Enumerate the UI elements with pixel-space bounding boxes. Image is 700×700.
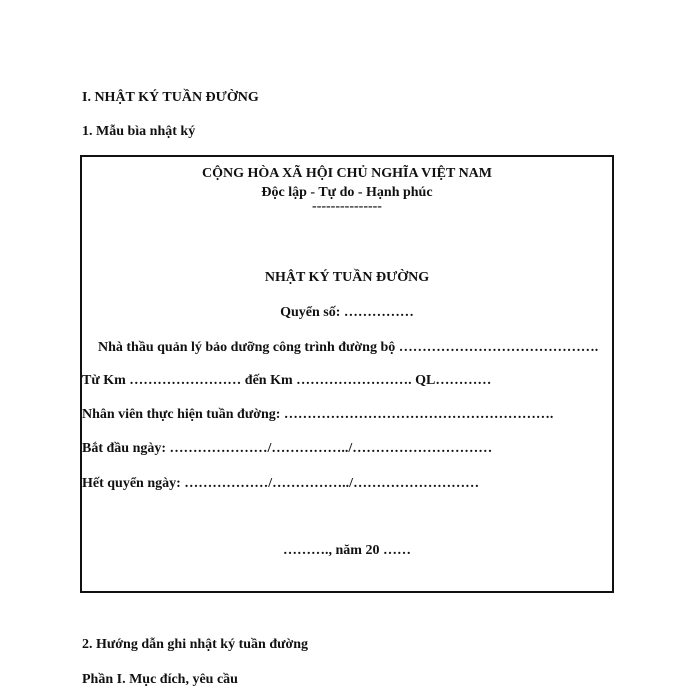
cover-separator: --------------- <box>312 199 382 214</box>
guide-title: 2. Hướng dẫn ghi nhật ký tuần đường <box>82 637 309 652</box>
cover-staff: Nhân viên thực hiện tuần đường: …………………………………………………. <box>82 407 554 422</box>
cover-end-date: Hết quyển ngày: ………………/……………../……………………… <box>82 476 480 491</box>
part-title: Phần I. Mục đích, yêu cầu <box>82 672 238 687</box>
cover-start-date: Bắt đầu ngày: …………………/……………../………………………… <box>82 441 493 456</box>
cover-km-range: Từ Km …………………… đến Km ……………………. QL………… <box>82 373 492 388</box>
cover-motto-line1: CỘNG HÒA XÃ HỘI CHỦ NGHĨA VIỆT NAM <box>201 166 492 181</box>
section-title: I. NHẬT KÝ TUẦN ĐƯỜNG <box>82 90 259 105</box>
cover-title: NHẬT KÝ TUẦN ĐƯỜNG <box>264 270 430 285</box>
logbook-cover <box>80 155 614 593</box>
cover-motto-line2: Độc lập - Tự do - Hạnh phúc <box>261 185 433 200</box>
subsection-title: 1. Mẫu bìa nhật ký <box>82 124 196 139</box>
cover-contractor: Nhà thầu quản lý bảo dưỡng công trình đường bộ ……………………………………. <box>98 340 599 355</box>
cover-volume: Quyển số: …………… <box>280 305 414 320</box>
cover-place-date: ………., năm 20 …… <box>283 543 411 558</box>
